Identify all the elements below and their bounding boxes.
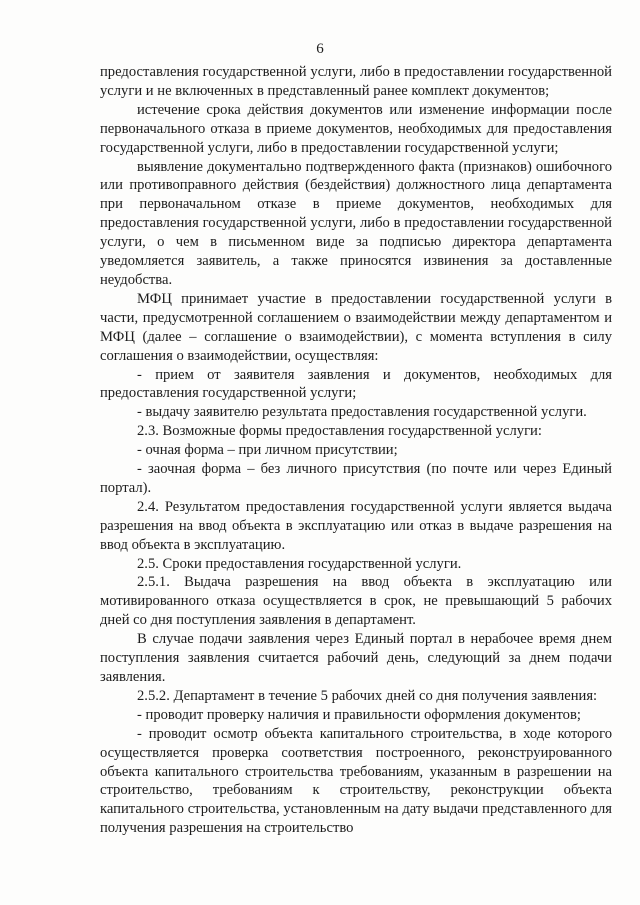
paragraph: 2.5.1. Выдача разрешения на ввод объекта в эксплуатацию или мотивированного отказа осуществляется в срок, не превышающий 5 рабочих дней со дня поступления заявления в департамент. [100, 574, 612, 629]
paragraph: 2.5. Сроки предоставления государственной услуги. [137, 555, 462, 572]
paragraph: 2.3. Возможные формы предоставления государственной услуги: [137, 423, 542, 440]
paragraph: МФЦ принимает участие в предоставлении государственной услуги в части, предусмотренной соглашением о взаимодействии между департаментом и МФЦ (далее – соглашение о взаимодействии), с момента вступления в силу соглашения о взаимодействии, осуществляя: [100, 290, 612, 364]
paragraph: - заочная форма – без личного присутствия (по почте или через Единый портал). [100, 461, 612, 496]
paragraph: - прием от заявителя заявления и документов, необходимых для предоставления государственной услуги; [100, 366, 612, 402]
paragraph: 2.4. Результатом предоставления государственной услуги является выдача разрешения на ввод объекта в эксплуатацию или отказ в выдаче разрешения на ввод объекта в эксплуатацию. [100, 498, 612, 553]
paragraph: выявление документально подтвержденного факта (признаков) ошибочного или противоправного действия (бездействия) должностного лица департамента при первоначальном отказе в приеме документов, необходимых для предоставления государственной услуги, либо в предоставлении государственной услуги, о чем в письменном виде за подписью директора департамента уведомляется заявитель, а также приносятся извинения за доставленные неудобства. [100, 158, 612, 288]
paragraph: предоставления государственной услуги, либо в предоставлении государственной услуги и не включенных в представленный ранее комплект документов; [100, 64, 612, 99]
paragraph: - выдачу заявителю результата предоставления государственной услуги. [137, 404, 587, 421]
page-number: 6 [316, 41, 324, 57]
paragraph: истечение срока действия документов или изменение информации после первоначального отказа в приеме документов, необходимых для предоставления государственной услуги, либо в предоставлении государственной услуги; [100, 101, 612, 156]
document-body [100, 63, 612, 838]
paragraph: - проводит осмотр объекта капитального строительства, в ходе которого осуществляется проверка соответствия построенного, реконструированного объекта капитального строительства требованиям, указанным в разрешении на строительство, требованиям к строительству, реконструкции объекта капитального строительства, установленным на дату выдачи представленного для получения разрешения на строительство [100, 725, 612, 837]
paragraph: 2.5.2. Департамент в течение 5 рабочих дней со дня получения заявления: [137, 687, 598, 704]
paragraph: - очная форма – при личном присутствии; [137, 442, 398, 459]
paragraph: В случае подачи заявления через Единый портал в нерабочее время днем поступления заявления считается рабочий день, следующий за днем подачи заявления. [100, 631, 612, 685]
paragraph: - проводит проверку наличия и правильности оформления документов; [137, 706, 581, 723]
